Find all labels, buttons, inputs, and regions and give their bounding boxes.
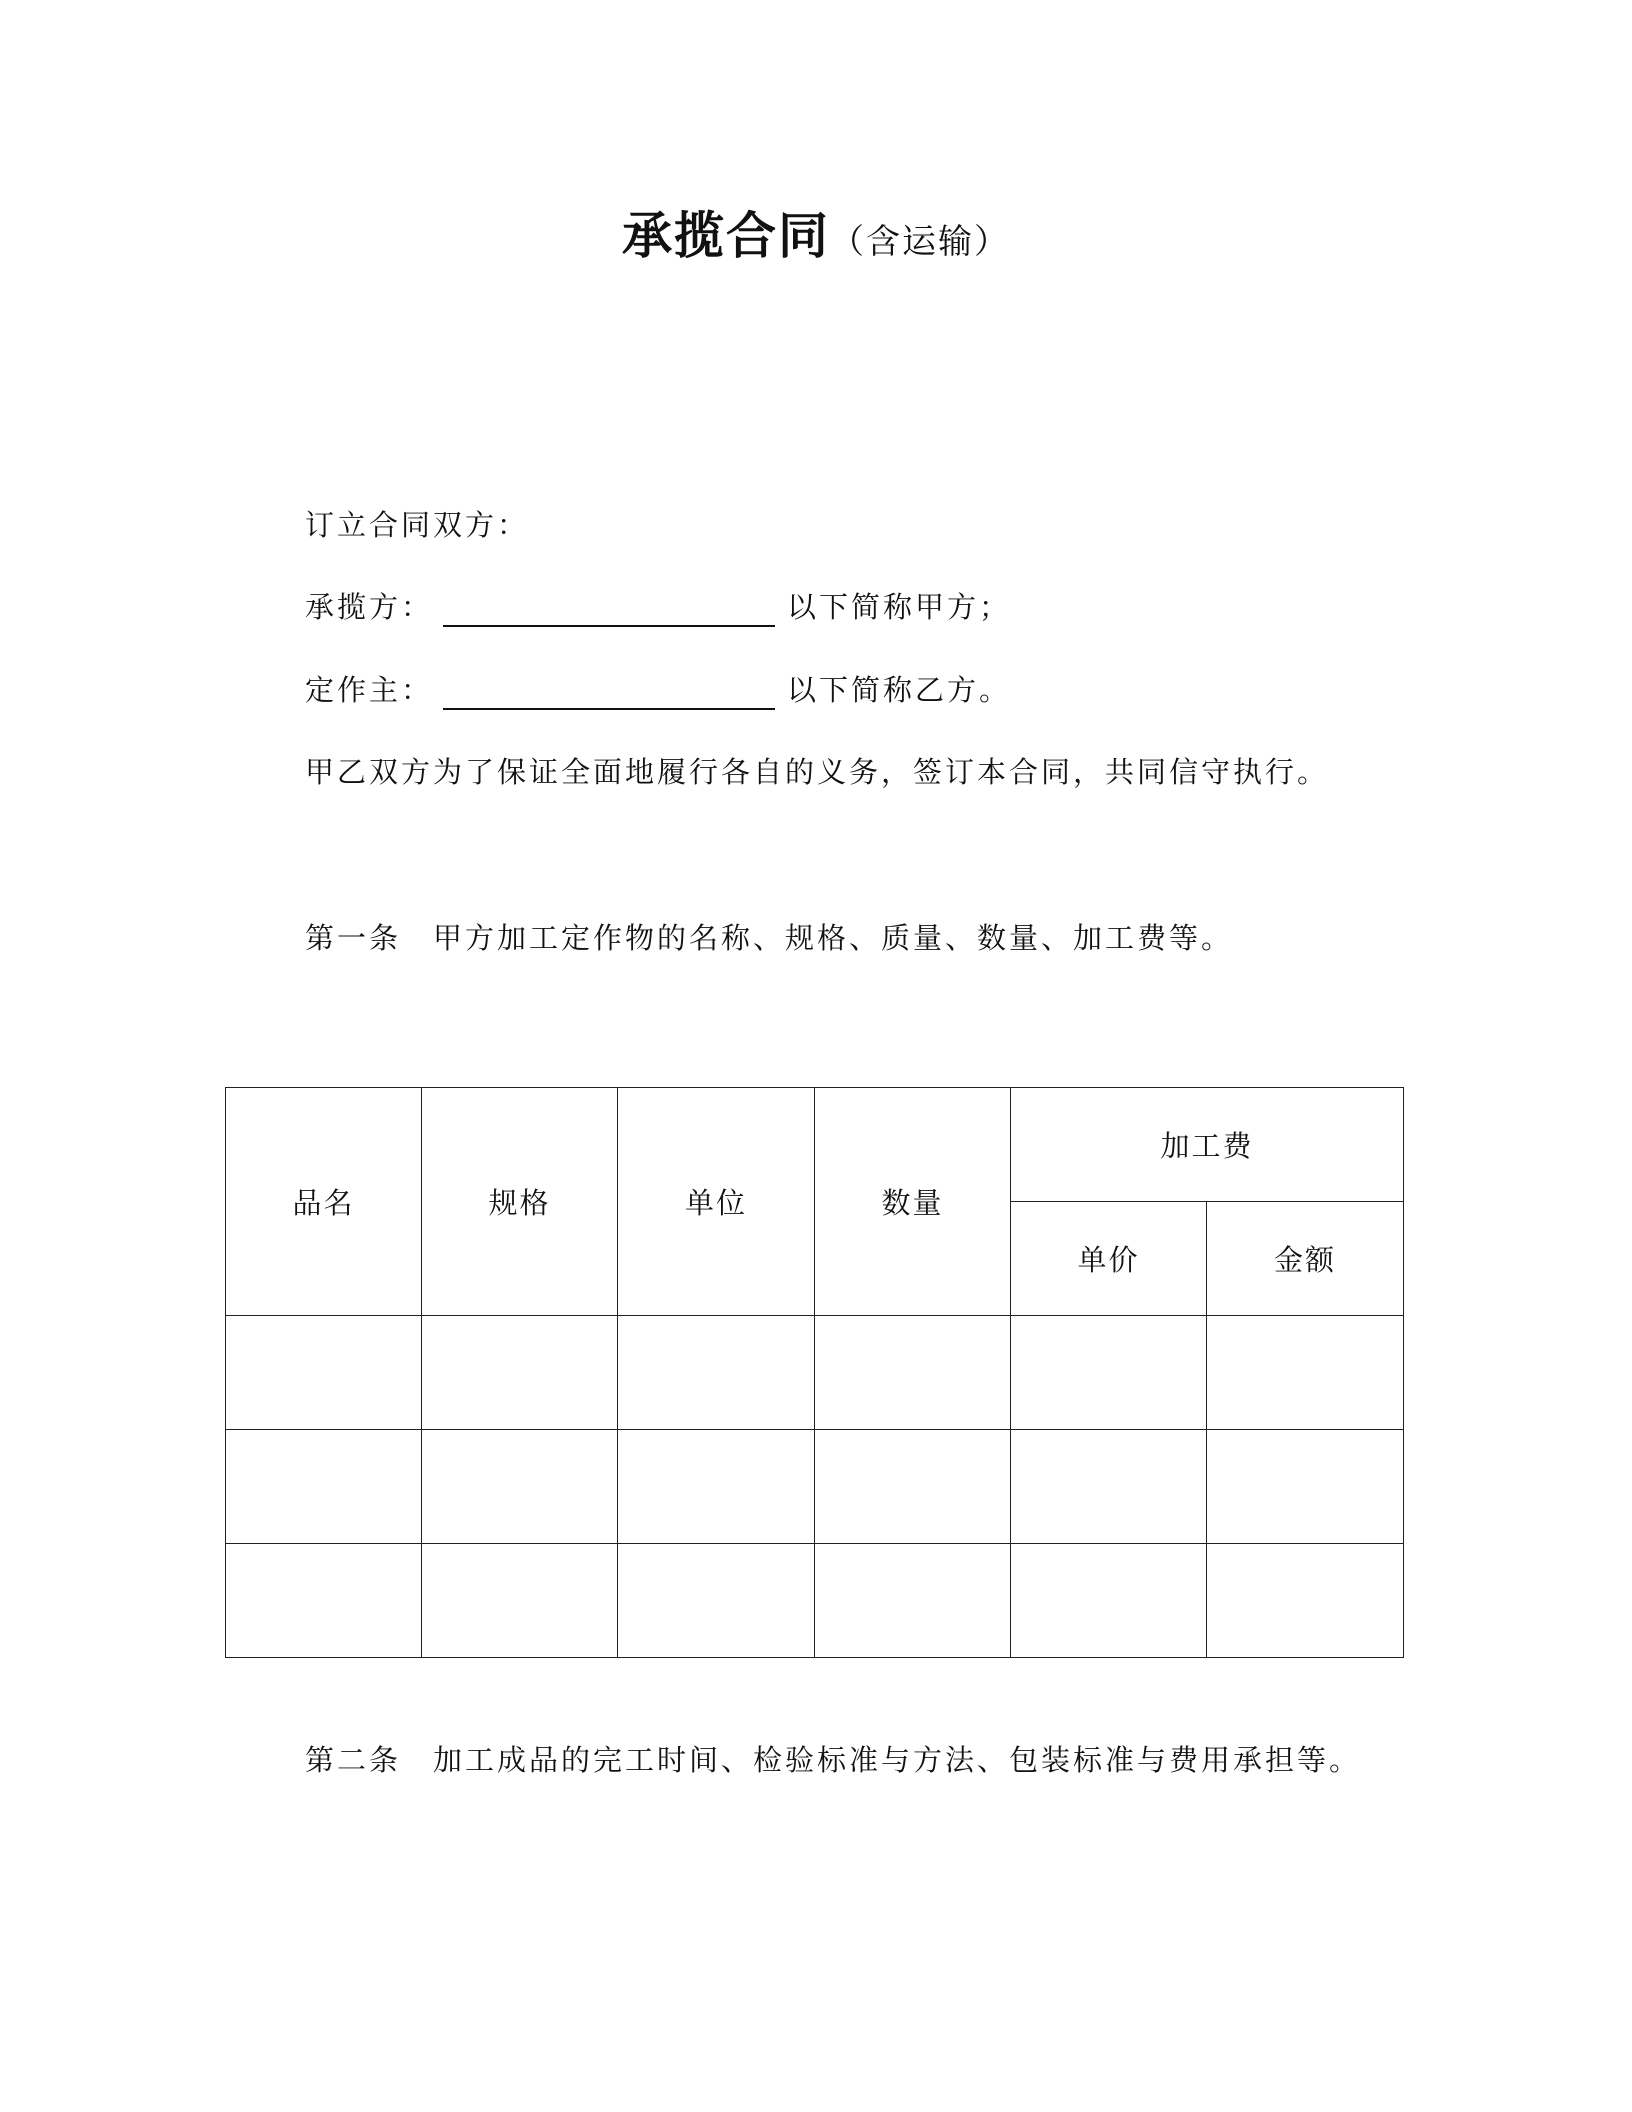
table-cell[interactable] (1011, 1430, 1207, 1544)
contractor-label: 承揽方： (305, 590, 434, 624)
orderer-suffix: 以下简称乙方。 (787, 673, 1012, 707)
table-cell[interactable] (422, 1430, 618, 1544)
article-1-text: 甲方加工定作物的名称、规格、质量、数量、加工费等。 (433, 921, 1234, 955)
table-cell[interactable] (226, 1544, 422, 1658)
table-cell[interactable] (226, 1430, 422, 1544)
title-subtitle: （含运输） (830, 222, 1010, 262)
table-cell[interactable] (1207, 1430, 1404, 1544)
table-cell[interactable] (1011, 1544, 1207, 1658)
table-row (226, 1430, 1404, 1544)
orderer-label: 定作主： (305, 673, 434, 707)
items-table (225, 1087, 1404, 1658)
table-cell[interactable] (815, 1316, 1011, 1430)
table-row (226, 1544, 1404, 1658)
contractor-name-field[interactable] (443, 595, 775, 627)
table-cell[interactable] (618, 1544, 815, 1658)
table-cell[interactable] (618, 1430, 815, 1544)
header-processing-fee: 加工费 (1011, 1088, 1404, 1202)
table-cell[interactable] (1207, 1544, 1404, 1658)
table-cell[interactable] (618, 1316, 815, 1430)
table-cell[interactable] (1207, 1316, 1404, 1430)
title-main: 承揽合同 (622, 207, 830, 265)
contractor-suffix: 以下简称甲方； (787, 590, 1012, 624)
header-unit-price: 单价 (1011, 1202, 1207, 1316)
article-2-number: 第二条 (305, 1743, 402, 1777)
header-spec: 规格 (422, 1088, 618, 1316)
article-2-text: 加工成品的完工时间、检验标准与方法、包装标准与费用承担等。 (433, 1743, 1362, 1777)
contractor-line (305, 587, 1011, 627)
article-1 (305, 918, 1233, 958)
article-1-number: 第一条 (305, 921, 402, 955)
orderer-line (305, 670, 1011, 710)
table-cell[interactable] (815, 1430, 1011, 1544)
header-amount: 金额 (1207, 1202, 1404, 1316)
table-header-row (226, 1088, 1404, 1202)
orderer-name-field[interactable] (443, 678, 775, 710)
header-name: 品名 (226, 1088, 422, 1316)
table-cell[interactable] (226, 1316, 422, 1430)
parties-intro: 订立合同双方： (305, 508, 530, 542)
table-cell[interactable] (422, 1316, 618, 1430)
table-row (226, 1316, 1404, 1430)
table-cell[interactable] (1011, 1316, 1207, 1430)
header-quantity: 数量 (815, 1088, 1011, 1316)
header-unit: 单位 (618, 1088, 815, 1316)
parties-statement: 甲乙双方为了保证全面地履行各自的义务，签订本合同，共同信守执行。 (305, 755, 1330, 789)
document-title (0, 196, 1632, 268)
table-cell[interactable] (422, 1544, 618, 1658)
article-2 (305, 1740, 1361, 1780)
table-cell[interactable] (815, 1544, 1011, 1658)
